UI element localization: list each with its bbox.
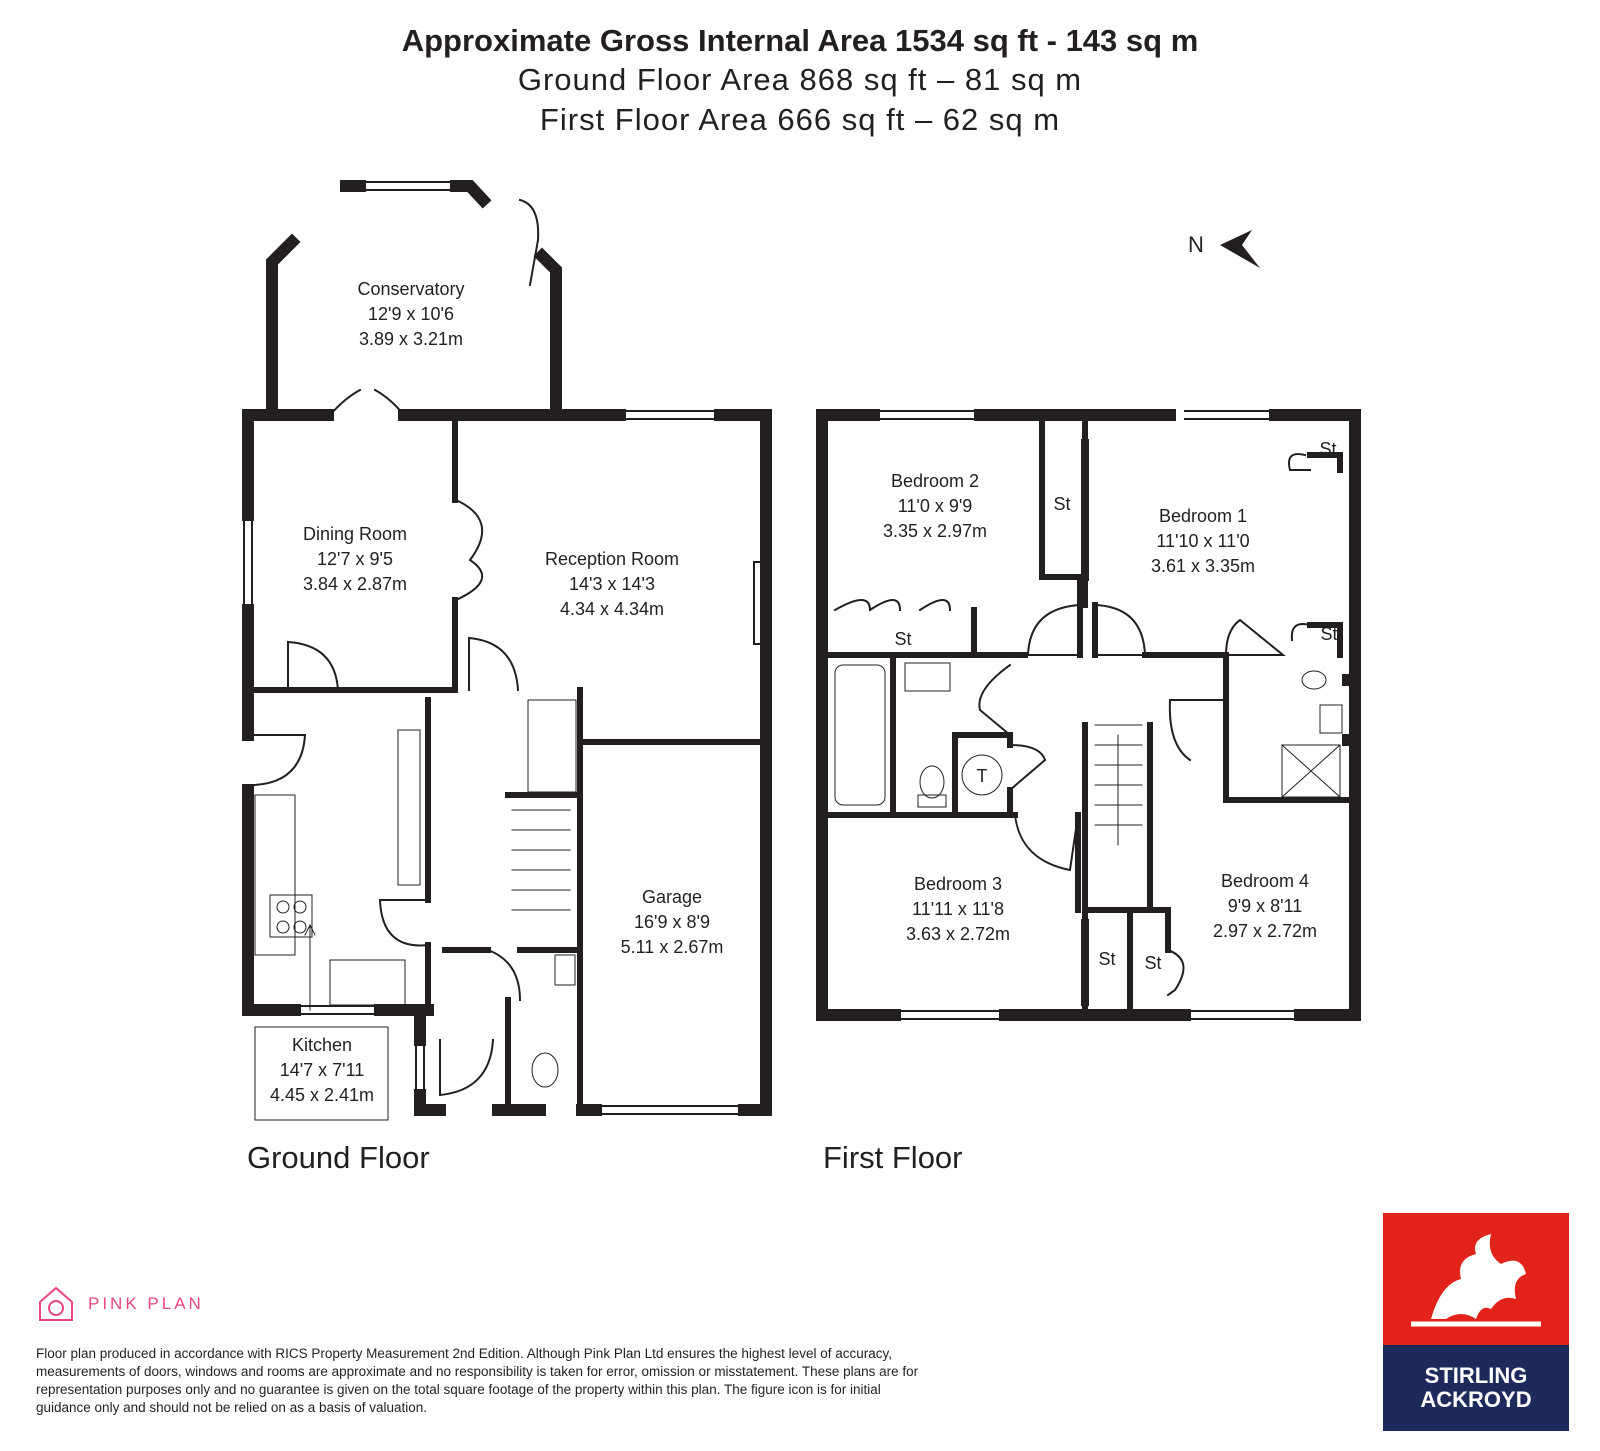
room-reception <box>545 549 679 619</box>
room-metric: 4.45 x 2.41m <box>269 1085 375 1105</box>
ground-floor-area: Ground Floor Area 868 sq ft – 81 sq m <box>517 62 1083 97</box>
room-metric: 5.11 x 2.67m <box>620 937 724 957</box>
bed2-st-wall <box>1042 415 1080 655</box>
brand-line-1: STIRLING <box>1424 1363 1528 1388</box>
stair-box <box>508 795 580 800</box>
ground-floor-inner-walls <box>255 415 764 1108</box>
room-metric: 3.63 x 2.72m <box>905 924 1011 944</box>
room-metric: 3.84 x 2.87m <box>302 574 408 594</box>
room-bedroom-1 <box>1151 506 1255 576</box>
room-metric: 3.89 x 3.21m <box>358 329 464 349</box>
room-kitchen <box>270 1035 374 1105</box>
tank-label: T <box>976 766 988 786</box>
room-metric: 3.35 x 2.97m <box>882 521 988 541</box>
first-floor-area: First Floor Area 666 sq ft – 62 sq m <box>539 102 1061 137</box>
room-bedroom-4 <box>1213 871 1317 941</box>
storage-label: St <box>1098 949 1116 969</box>
room-metric: 4.34 x 4.34m <box>559 599 665 619</box>
room-imperial: 11'10 x 11'0 <box>1156 531 1250 551</box>
room-imperial: 14'3 x 14'3 <box>569 574 655 594</box>
reception-bottom-wall <box>580 690 764 742</box>
storage-label: St <box>894 629 912 649</box>
compass-label: N <box>1188 232 1204 257</box>
room-imperial: 12'9 x 10'6 <box>368 304 454 324</box>
room-name: Reception Room <box>544 549 680 569</box>
room-imperial: 9'9 x 8'11 <box>1227 896 1303 916</box>
room-name: Conservatory <box>357 279 465 299</box>
brand-line-2: ACKROYD <box>1420 1387 1532 1412</box>
gross-area-title: Approximate Gross Internal Area 1534 sq ft - 143 sq m <box>401 23 1199 58</box>
first-floor-label: First Floor <box>823 1140 963 1175</box>
room-name: Bedroom 4 <box>1220 871 1310 891</box>
griffin-emblem <box>1383 1213 1569 1345</box>
conservatory-wall-top <box>346 186 483 200</box>
storage-label: St <box>1319 439 1337 459</box>
room-conservatory <box>357 279 464 349</box>
room-name: Bedroom 1 <box>1158 506 1248 526</box>
ground-floor-walls <box>248 186 766 1110</box>
room-bedroom-3 <box>906 874 1010 944</box>
room-imperial: 11'11 x 11'8 <box>912 899 1004 919</box>
brand-name <box>1383 1345 1569 1431</box>
room-name: Bedroom 3 <box>913 874 1003 894</box>
room-name: Kitchen <box>291 1035 353 1055</box>
pinkplan-house-icon <box>36 1284 76 1324</box>
room-garage <box>621 887 724 957</box>
storage-label: St <box>1320 624 1338 644</box>
conservatory-wall-right <box>542 256 556 415</box>
room-name: Bedroom 2 <box>890 471 980 491</box>
stirling-ackroyd-logo <box>1383 1213 1569 1431</box>
room-dining <box>303 524 407 594</box>
room-bedroom-2 <box>883 471 987 541</box>
room-imperial: 14'7 x 7'11 <box>279 1060 365 1080</box>
griffin-icon <box>1401 1224 1551 1334</box>
room-name: Garage <box>641 887 703 907</box>
disclaimer: Floor plan produced in accordance with RICS Property Measurement 2nd Edition. Although Pink Plan Ltd ensures the highest level of accuracy, measurements of doors, windows and rooms are approximate and no responsibility is taken for error, omission or misstatement. These plans are for representation purposes only and no guarantee is given on the total square footage of the property within this plan. The figure icon is for initial guidance only and should not be relied on as a basis of valuation. <box>36 1346 919 1415</box>
room-imperial: 16'9 x 8'9 <box>634 912 710 932</box>
ground-windows <box>244 182 762 1114</box>
pinkplan-logo <box>36 1284 204 1324</box>
storage-label: St <box>1144 953 1162 973</box>
storage-label: St <box>1053 494 1071 514</box>
main-outer-left <box>248 415 428 1010</box>
compass <box>1188 230 1260 268</box>
ground-floor-label: Ground Floor <box>247 1140 430 1175</box>
pinkplan-name: PINK PLAN <box>88 1294 204 1313</box>
room-metric: 2.97 x 2.72m <box>1212 921 1318 941</box>
room-metric: 3.61 x 3.35m <box>1150 556 1256 576</box>
room-name: Dining Room <box>302 524 408 544</box>
room-imperial: 12'7 x 9'5 <box>317 549 393 569</box>
room-imperial: 11'0 x 9'9 <box>897 496 973 516</box>
